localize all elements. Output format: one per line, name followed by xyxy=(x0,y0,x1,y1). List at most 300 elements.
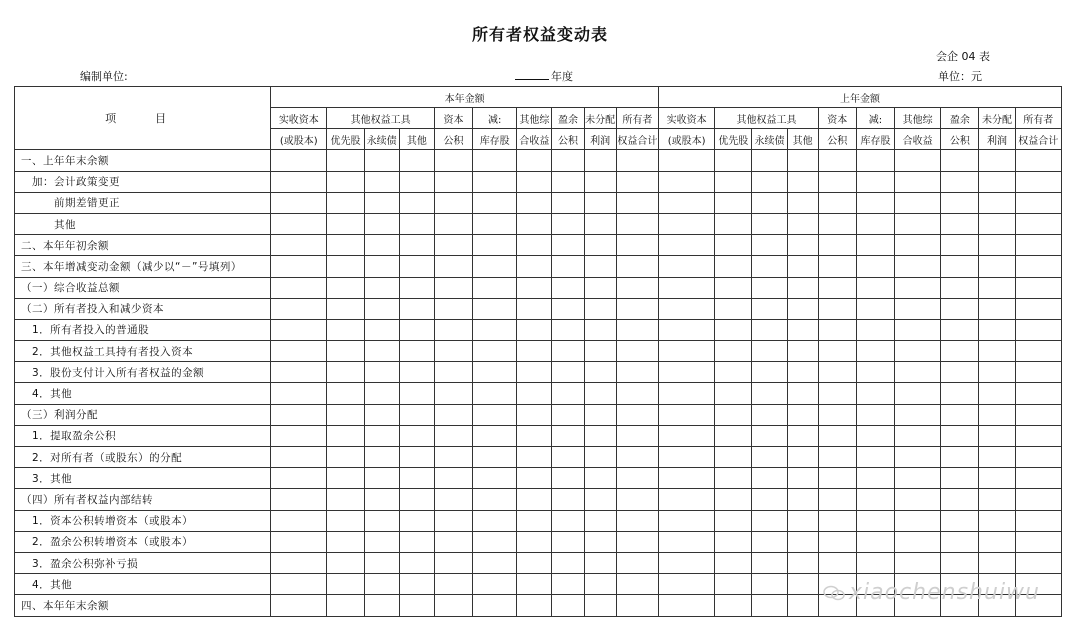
amount-cell[interactable] xyxy=(752,595,787,616)
amount-cell[interactable] xyxy=(787,383,818,404)
amount-cell[interactable] xyxy=(787,319,818,340)
amount-cell[interactable] xyxy=(752,425,787,446)
amount-cell[interactable] xyxy=(327,256,364,277)
amount-cell[interactable] xyxy=(658,531,714,552)
amount-cell[interactable] xyxy=(658,192,714,213)
amount-cell[interactable] xyxy=(517,468,552,489)
amount-cell[interactable] xyxy=(941,256,979,277)
amount-cell[interactable] xyxy=(517,192,552,213)
amount-cell[interactable] xyxy=(327,235,364,256)
amount-cell[interactable] xyxy=(434,319,472,340)
amount-cell[interactable] xyxy=(787,404,818,425)
amount-cell[interactable] xyxy=(399,362,434,383)
amount-cell[interactable] xyxy=(473,235,517,256)
amount-cell[interactable] xyxy=(517,256,552,277)
amount-cell[interactable] xyxy=(271,192,327,213)
amount-cell[interactable] xyxy=(979,425,1015,446)
amount-cell[interactable] xyxy=(1015,341,1061,362)
amount-cell[interactable] xyxy=(473,277,517,298)
amount-cell[interactable] xyxy=(752,150,787,171)
amount-cell[interactable] xyxy=(658,510,714,531)
amount-cell[interactable] xyxy=(658,552,714,573)
amount-cell[interactable] xyxy=(517,425,552,446)
amount-cell[interactable] xyxy=(473,213,517,234)
amount-cell[interactable] xyxy=(658,341,714,362)
amount-cell[interactable] xyxy=(271,468,327,489)
amount-cell[interactable] xyxy=(552,489,584,510)
amount-cell[interactable] xyxy=(658,383,714,404)
amount-cell[interactable] xyxy=(658,235,714,256)
amount-cell[interactable] xyxy=(752,256,787,277)
amount-cell[interactable] xyxy=(818,213,856,234)
amount-cell[interactable] xyxy=(552,192,584,213)
amount-cell[interactable] xyxy=(1015,404,1061,425)
amount-cell[interactable] xyxy=(1015,574,1061,595)
amount-cell[interactable] xyxy=(1015,468,1061,489)
amount-cell[interactable] xyxy=(715,256,752,277)
amount-cell[interactable] xyxy=(979,192,1015,213)
amount-cell[interactable] xyxy=(616,171,658,192)
amount-cell[interactable] xyxy=(584,150,616,171)
amount-cell[interactable] xyxy=(517,574,552,595)
amount-cell[interactable] xyxy=(616,447,658,468)
amount-cell[interactable] xyxy=(271,362,327,383)
amount-cell[interactable] xyxy=(616,425,658,446)
amount-cell[interactable] xyxy=(941,362,979,383)
amount-cell[interactable] xyxy=(658,171,714,192)
amount-cell[interactable] xyxy=(979,468,1015,489)
amount-cell[interactable] xyxy=(434,341,472,362)
amount-cell[interactable] xyxy=(1015,425,1061,446)
amount-cell[interactable] xyxy=(552,362,584,383)
amount-cell[interactable] xyxy=(616,404,658,425)
amount-cell[interactable] xyxy=(715,595,752,616)
amount-cell[interactable] xyxy=(895,489,941,510)
amount-cell[interactable] xyxy=(715,510,752,531)
amount-cell[interactable] xyxy=(517,510,552,531)
amount-cell[interactable] xyxy=(856,298,894,319)
amount-cell[interactable] xyxy=(787,277,818,298)
amount-cell[interactable] xyxy=(434,277,472,298)
amount-cell[interactable] xyxy=(895,510,941,531)
amount-cell[interactable] xyxy=(364,552,399,573)
amount-cell[interactable] xyxy=(895,150,941,171)
amount-cell[interactable] xyxy=(584,171,616,192)
amount-cell[interactable] xyxy=(752,171,787,192)
amount-cell[interactable] xyxy=(895,425,941,446)
amount-cell[interactable] xyxy=(658,489,714,510)
amount-cell[interactable] xyxy=(895,531,941,552)
amount-cell[interactable] xyxy=(715,404,752,425)
amount-cell[interactable] xyxy=(787,235,818,256)
amount-cell[interactable] xyxy=(434,171,472,192)
amount-cell[interactable] xyxy=(584,574,616,595)
amount-cell[interactable] xyxy=(895,256,941,277)
amount-cell[interactable] xyxy=(473,256,517,277)
amount-cell[interactable] xyxy=(327,404,364,425)
amount-cell[interactable] xyxy=(1015,319,1061,340)
amount-cell[interactable] xyxy=(941,574,979,595)
amount-cell[interactable] xyxy=(399,298,434,319)
amount-cell[interactable] xyxy=(856,362,894,383)
amount-cell[interactable] xyxy=(616,468,658,489)
amount-cell[interactable] xyxy=(364,256,399,277)
amount-cell[interactable] xyxy=(399,277,434,298)
amount-cell[interactable] xyxy=(271,298,327,319)
amount-cell[interactable] xyxy=(473,150,517,171)
amount-cell[interactable] xyxy=(856,277,894,298)
amount-cell[interactable] xyxy=(364,319,399,340)
amount-cell[interactable] xyxy=(552,552,584,573)
amount-cell[interactable] xyxy=(715,489,752,510)
amount-cell[interactable] xyxy=(473,171,517,192)
amount-cell[interactable] xyxy=(552,298,584,319)
amount-cell[interactable] xyxy=(752,552,787,573)
amount-cell[interactable] xyxy=(327,362,364,383)
amount-cell[interactable] xyxy=(399,425,434,446)
amount-cell[interactable] xyxy=(552,574,584,595)
amount-cell[interactable] xyxy=(327,552,364,573)
amount-cell[interactable] xyxy=(752,213,787,234)
amount-cell[interactable] xyxy=(752,510,787,531)
amount-cell[interactable] xyxy=(979,510,1015,531)
amount-cell[interactable] xyxy=(271,150,327,171)
amount-cell[interactable] xyxy=(434,383,472,404)
amount-cell[interactable] xyxy=(752,277,787,298)
amount-cell[interactable] xyxy=(895,447,941,468)
amount-cell[interactable] xyxy=(818,404,856,425)
amount-cell[interactable] xyxy=(616,256,658,277)
amount-cell[interactable] xyxy=(399,510,434,531)
amount-cell[interactable] xyxy=(399,192,434,213)
amount-cell[interactable] xyxy=(271,595,327,616)
amount-cell[interactable] xyxy=(787,425,818,446)
amount-cell[interactable] xyxy=(364,150,399,171)
amount-cell[interactable] xyxy=(1015,192,1061,213)
amount-cell[interactable] xyxy=(616,150,658,171)
amount-cell[interactable] xyxy=(364,531,399,552)
amount-cell[interactable] xyxy=(658,256,714,277)
amount-cell[interactable] xyxy=(584,510,616,531)
amount-cell[interactable] xyxy=(715,574,752,595)
amount-cell[interactable] xyxy=(818,531,856,552)
amount-cell[interactable] xyxy=(856,171,894,192)
amount-cell[interactable] xyxy=(979,574,1015,595)
amount-cell[interactable] xyxy=(364,425,399,446)
amount-cell[interactable] xyxy=(517,362,552,383)
amount-cell[interactable] xyxy=(856,468,894,489)
amount-cell[interactable] xyxy=(752,447,787,468)
amount-cell[interactable] xyxy=(552,383,584,404)
amount-cell[interactable] xyxy=(818,574,856,595)
amount-cell[interactable] xyxy=(658,277,714,298)
amount-cell[interactable] xyxy=(1015,298,1061,319)
amount-cell[interactable] xyxy=(818,447,856,468)
amount-cell[interactable] xyxy=(818,595,856,616)
amount-cell[interactable] xyxy=(818,171,856,192)
amount-cell[interactable] xyxy=(552,171,584,192)
amount-cell[interactable] xyxy=(399,552,434,573)
amount-cell[interactable] xyxy=(979,383,1015,404)
amount-cell[interactable] xyxy=(473,192,517,213)
amount-cell[interactable] xyxy=(552,319,584,340)
amount-cell[interactable] xyxy=(327,192,364,213)
amount-cell[interactable] xyxy=(271,256,327,277)
amount-cell[interactable] xyxy=(434,595,472,616)
amount-cell[interactable] xyxy=(941,213,979,234)
amount-cell[interactable] xyxy=(856,510,894,531)
amount-cell[interactable] xyxy=(979,256,1015,277)
amount-cell[interactable] xyxy=(399,235,434,256)
amount-cell[interactable] xyxy=(856,531,894,552)
amount-cell[interactable] xyxy=(473,298,517,319)
amount-cell[interactable] xyxy=(584,235,616,256)
amount-cell[interactable] xyxy=(856,425,894,446)
amount-cell[interactable] xyxy=(616,192,658,213)
amount-cell[interactable] xyxy=(941,425,979,446)
amount-cell[interactable] xyxy=(584,256,616,277)
amount-cell[interactable] xyxy=(941,171,979,192)
amount-cell[interactable] xyxy=(552,277,584,298)
amount-cell[interactable] xyxy=(399,256,434,277)
amount-cell[interactable] xyxy=(327,489,364,510)
amount-cell[interactable] xyxy=(787,213,818,234)
amount-cell[interactable] xyxy=(473,319,517,340)
amount-cell[interactable] xyxy=(895,192,941,213)
amount-cell[interactable] xyxy=(399,468,434,489)
amount-cell[interactable] xyxy=(517,319,552,340)
amount-cell[interactable] xyxy=(715,213,752,234)
amount-cell[interactable] xyxy=(895,235,941,256)
amount-cell[interactable] xyxy=(399,213,434,234)
amount-cell[interactable] xyxy=(715,298,752,319)
amount-cell[interactable] xyxy=(517,595,552,616)
amount-cell[interactable] xyxy=(584,425,616,446)
amount-cell[interactable] xyxy=(787,341,818,362)
amount-cell[interactable] xyxy=(517,341,552,362)
amount-cell[interactable] xyxy=(364,235,399,256)
amount-cell[interactable] xyxy=(517,171,552,192)
amount-cell[interactable] xyxy=(715,319,752,340)
amount-cell[interactable] xyxy=(715,235,752,256)
amount-cell[interactable] xyxy=(399,595,434,616)
amount-cell[interactable] xyxy=(271,447,327,468)
amount-cell[interactable] xyxy=(895,574,941,595)
amount-cell[interactable] xyxy=(941,235,979,256)
amount-cell[interactable] xyxy=(856,574,894,595)
amount-cell[interactable] xyxy=(271,404,327,425)
amount-cell[interactable] xyxy=(434,574,472,595)
amount-cell[interactable] xyxy=(787,362,818,383)
amount-cell[interactable] xyxy=(895,383,941,404)
amount-cell[interactable] xyxy=(752,531,787,552)
amount-cell[interactable] xyxy=(327,510,364,531)
amount-cell[interactable] xyxy=(616,489,658,510)
amount-cell[interactable] xyxy=(787,171,818,192)
amount-cell[interactable] xyxy=(658,319,714,340)
amount-cell[interactable] xyxy=(818,150,856,171)
amount-cell[interactable] xyxy=(941,150,979,171)
amount-cell[interactable] xyxy=(715,362,752,383)
amount-cell[interactable] xyxy=(752,362,787,383)
amount-cell[interactable] xyxy=(895,468,941,489)
amount-cell[interactable] xyxy=(584,468,616,489)
amount-cell[interactable] xyxy=(715,192,752,213)
amount-cell[interactable] xyxy=(327,341,364,362)
amount-cell[interactable] xyxy=(364,213,399,234)
amount-cell[interactable] xyxy=(434,510,472,531)
amount-cell[interactable] xyxy=(517,150,552,171)
amount-cell[interactable] xyxy=(327,383,364,404)
amount-cell[interactable] xyxy=(1015,213,1061,234)
amount-cell[interactable] xyxy=(979,362,1015,383)
amount-cell[interactable] xyxy=(941,192,979,213)
amount-cell[interactable] xyxy=(818,192,856,213)
amount-cell[interactable] xyxy=(941,298,979,319)
amount-cell[interactable] xyxy=(715,383,752,404)
amount-cell[interactable] xyxy=(584,341,616,362)
amount-cell[interactable] xyxy=(856,383,894,404)
amount-cell[interactable] xyxy=(364,489,399,510)
amount-cell[interactable] xyxy=(856,256,894,277)
amount-cell[interactable] xyxy=(584,298,616,319)
amount-cell[interactable] xyxy=(271,235,327,256)
amount-cell[interactable] xyxy=(752,404,787,425)
amount-cell[interactable] xyxy=(399,531,434,552)
amount-cell[interactable] xyxy=(979,213,1015,234)
amount-cell[interactable] xyxy=(271,383,327,404)
amount-cell[interactable] xyxy=(616,277,658,298)
amount-cell[interactable] xyxy=(895,213,941,234)
amount-cell[interactable] xyxy=(552,531,584,552)
amount-cell[interactable] xyxy=(818,298,856,319)
amount-cell[interactable] xyxy=(818,425,856,446)
amount-cell[interactable] xyxy=(752,574,787,595)
amount-cell[interactable] xyxy=(364,383,399,404)
amount-cell[interactable] xyxy=(787,192,818,213)
amount-cell[interactable] xyxy=(941,468,979,489)
amount-cell[interactable] xyxy=(979,171,1015,192)
amount-cell[interactable] xyxy=(752,341,787,362)
amount-cell[interactable] xyxy=(584,383,616,404)
amount-cell[interactable] xyxy=(715,341,752,362)
amount-cell[interactable] xyxy=(856,447,894,468)
amount-cell[interactable] xyxy=(1015,489,1061,510)
amount-cell[interactable] xyxy=(1015,235,1061,256)
amount-cell[interactable] xyxy=(271,341,327,362)
amount-cell[interactable] xyxy=(434,552,472,573)
amount-cell[interactable] xyxy=(658,298,714,319)
amount-cell[interactable] xyxy=(584,192,616,213)
amount-cell[interactable] xyxy=(856,595,894,616)
amount-cell[interactable] xyxy=(895,319,941,340)
amount-cell[interactable] xyxy=(979,235,1015,256)
amount-cell[interactable] xyxy=(399,489,434,510)
amount-cell[interactable] xyxy=(473,574,517,595)
amount-cell[interactable] xyxy=(473,404,517,425)
amount-cell[interactable] xyxy=(399,171,434,192)
amount-cell[interactable] xyxy=(552,150,584,171)
amount-cell[interactable] xyxy=(434,489,472,510)
amount-cell[interactable] xyxy=(584,362,616,383)
amount-cell[interactable] xyxy=(271,574,327,595)
amount-cell[interactable] xyxy=(399,447,434,468)
amount-cell[interactable] xyxy=(787,574,818,595)
amount-cell[interactable] xyxy=(818,341,856,362)
amount-cell[interactable] xyxy=(895,404,941,425)
amount-cell[interactable] xyxy=(941,341,979,362)
amount-cell[interactable] xyxy=(552,468,584,489)
amount-cell[interactable] xyxy=(517,531,552,552)
amount-cell[interactable] xyxy=(895,277,941,298)
amount-cell[interactable] xyxy=(271,489,327,510)
amount-cell[interactable] xyxy=(616,298,658,319)
amount-cell[interactable] xyxy=(818,489,856,510)
amount-cell[interactable] xyxy=(979,150,1015,171)
amount-cell[interactable] xyxy=(818,552,856,573)
amount-cell[interactable] xyxy=(473,341,517,362)
amount-cell[interactable] xyxy=(434,256,472,277)
amount-cell[interactable] xyxy=(941,319,979,340)
amount-cell[interactable] xyxy=(616,362,658,383)
amount-cell[interactable] xyxy=(271,213,327,234)
amount-cell[interactable] xyxy=(979,298,1015,319)
amount-cell[interactable] xyxy=(434,447,472,468)
amount-cell[interactable] xyxy=(658,404,714,425)
amount-cell[interactable] xyxy=(434,468,472,489)
amount-cell[interactable] xyxy=(434,425,472,446)
amount-cell[interactable] xyxy=(434,235,472,256)
amount-cell[interactable] xyxy=(818,510,856,531)
amount-cell[interactable] xyxy=(552,447,584,468)
amount-cell[interactable] xyxy=(979,531,1015,552)
amount-cell[interactable] xyxy=(399,319,434,340)
amount-cell[interactable] xyxy=(658,213,714,234)
amount-cell[interactable] xyxy=(473,510,517,531)
amount-cell[interactable] xyxy=(787,531,818,552)
amount-cell[interactable] xyxy=(856,341,894,362)
amount-cell[interactable] xyxy=(327,150,364,171)
amount-cell[interactable] xyxy=(715,171,752,192)
amount-cell[interactable] xyxy=(473,531,517,552)
amount-cell[interactable] xyxy=(941,510,979,531)
amount-cell[interactable] xyxy=(327,468,364,489)
amount-cell[interactable] xyxy=(941,404,979,425)
amount-cell[interactable] xyxy=(552,213,584,234)
amount-cell[interactable] xyxy=(752,319,787,340)
amount-cell[interactable] xyxy=(473,489,517,510)
amount-cell[interactable] xyxy=(399,150,434,171)
amount-cell[interactable] xyxy=(1015,383,1061,404)
amount-cell[interactable] xyxy=(941,552,979,573)
amount-cell[interactable] xyxy=(715,468,752,489)
amount-cell[interactable] xyxy=(818,256,856,277)
amount-cell[interactable] xyxy=(752,192,787,213)
amount-cell[interactable] xyxy=(364,447,399,468)
amount-cell[interactable] xyxy=(271,425,327,446)
amount-cell[interactable] xyxy=(818,235,856,256)
amount-cell[interactable] xyxy=(364,404,399,425)
amount-cell[interactable] xyxy=(616,595,658,616)
amount-cell[interactable] xyxy=(616,510,658,531)
amount-cell[interactable] xyxy=(434,404,472,425)
amount-cell[interactable] xyxy=(434,362,472,383)
amount-cell[interactable] xyxy=(271,277,327,298)
amount-cell[interactable] xyxy=(787,595,818,616)
amount-cell[interactable] xyxy=(895,362,941,383)
amount-cell[interactable] xyxy=(895,552,941,573)
amount-cell[interactable] xyxy=(434,150,472,171)
